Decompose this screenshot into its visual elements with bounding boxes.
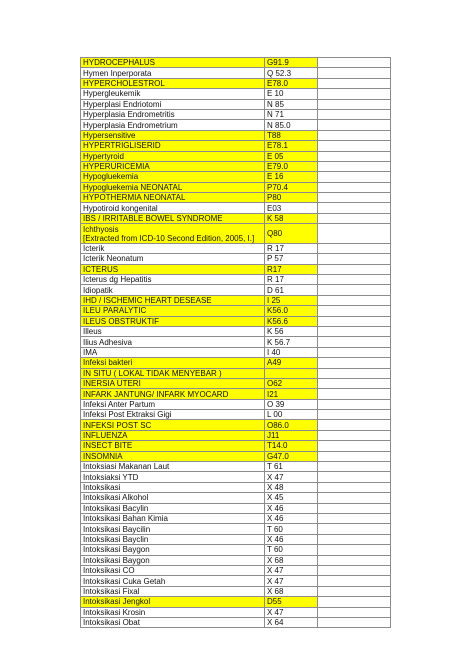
icd-code-cell: Q 52.3 — [265, 68, 318, 78]
empty-cell — [318, 378, 391, 388]
table-row — [81, 576, 391, 586]
table-row — [81, 243, 391, 253]
icd-code-cell: D55 — [265, 597, 318, 607]
diagnosis-name-cell: Intoksikasi Baygon — [81, 555, 265, 565]
icd-code-cell: K56.6 — [265, 316, 318, 326]
icd-code-cell: I 40 — [265, 347, 318, 357]
empty-cell — [318, 410, 391, 420]
icd-code-cell: E 10 — [265, 89, 318, 99]
empty-cell — [318, 441, 391, 451]
empty-cell — [318, 243, 391, 253]
icd-code-cell: K 58 — [265, 213, 318, 223]
icd-code-cell: X 47 — [265, 607, 318, 617]
icd-code-cell: G47.0 — [265, 451, 318, 461]
table-row — [81, 399, 391, 409]
table-row — [81, 389, 391, 399]
table-row — [81, 451, 391, 461]
icd-code-cell: X 68 — [265, 555, 318, 565]
diagnosis-name-cell: Hypogluekemia NEONATAL — [81, 182, 265, 192]
table-row — [81, 607, 391, 617]
table-row — [81, 120, 391, 130]
icd-code-cell: G91.9 — [265, 58, 318, 68]
table-row — [81, 482, 391, 492]
table-row — [81, 161, 391, 171]
empty-cell — [318, 347, 391, 357]
table-row — [81, 358, 391, 368]
icd-code-cell: X 48 — [265, 482, 318, 492]
table-row — [81, 378, 391, 388]
table-row — [81, 275, 391, 285]
diagnosis-name-cell: Icterik Neonatum — [81, 254, 265, 264]
diagnosis-name-cell: Hypertyroid — [81, 151, 265, 161]
diagnosis-name-cell: HYPERCHOLESTROL — [81, 78, 265, 88]
table-row — [81, 514, 391, 524]
icd-code-cell: T88 — [265, 130, 318, 140]
empty-cell — [318, 130, 391, 140]
empty-cell — [318, 597, 391, 607]
icd-code-cell: N 71 — [265, 109, 318, 119]
table-row — [81, 326, 391, 336]
diagnosis-name-cell: INFLUENZA — [81, 430, 265, 440]
table-row — [81, 285, 391, 295]
table-row — [81, 109, 391, 119]
empty-cell — [318, 78, 391, 88]
table-row — [81, 565, 391, 575]
empty-cell — [318, 58, 391, 68]
empty-cell — [318, 607, 391, 617]
table-row — [81, 555, 391, 565]
empty-cell — [318, 109, 391, 119]
table-row — [81, 58, 391, 68]
diagnosis-name-cell: ILEUS OBSTRUKTIF — [81, 316, 265, 326]
diagnosis-name-cell: INFARK JANTUNG/ INFARK MYOCARD — [81, 389, 265, 399]
icd-code-cell: P80 — [265, 193, 318, 203]
diagnosis-name-cell: HYPOTHERMIA NEONATAL — [81, 193, 265, 203]
diagnosis-name-cell: Hyperplasi Endriotomi — [81, 99, 265, 109]
empty-cell — [318, 451, 391, 461]
icd-code-cell: T 60 — [265, 545, 318, 555]
empty-cell — [318, 462, 391, 472]
icd-code-cell: R17 — [265, 264, 318, 274]
diagnosis-name-cell: INSOMNIA — [81, 451, 265, 461]
diagnosis-name-cell: Intoksikasi Bayclin — [81, 534, 265, 544]
table-row — [81, 172, 391, 182]
empty-cell — [318, 89, 391, 99]
icd-code-cell: K 56.7 — [265, 337, 318, 347]
table-row — [81, 89, 391, 99]
table-row — [81, 141, 391, 151]
empty-cell — [318, 565, 391, 575]
icd-code-cell: I 25 — [265, 295, 318, 305]
diagnosis-name-cell: ICTERUS — [81, 264, 265, 274]
icd-code-cell — [265, 368, 318, 378]
table-row — [81, 534, 391, 544]
diagnosis-name-cell: Idiopatik — [81, 285, 265, 295]
icd-code-cell: K56.0 — [265, 306, 318, 316]
diagnosis-name-cell: Infeksi Post Ektraksi Gigi — [81, 410, 265, 420]
icd-code-cell: L 00 — [265, 410, 318, 420]
diagnosis-name-cell: Ilius Adhesiva — [81, 337, 265, 347]
diagnosis-name-cell: Intoksiasi Makanan Laut — [81, 462, 265, 472]
icd-code-cell: P70.4 — [265, 182, 318, 192]
empty-cell — [318, 358, 391, 368]
icd-code-cell: X 47 — [265, 565, 318, 575]
diagnosis-name-cell: Infeksi bakteri — [81, 358, 265, 368]
table-row — [81, 493, 391, 503]
table-row — [81, 503, 391, 513]
table-row — [81, 193, 391, 203]
table-row — [81, 213, 391, 223]
icd-code-cell: E78.1 — [265, 141, 318, 151]
diagnosis-name-cell: Intoksikasi Obat — [81, 617, 265, 627]
diagnosis-name-cell: Intoksikasi Cuka Getah — [81, 576, 265, 586]
empty-cell — [318, 493, 391, 503]
empty-cell — [318, 285, 391, 295]
empty-cell — [318, 120, 391, 130]
empty-cell — [318, 151, 391, 161]
diagnosis-name-cell: INFEKSI POST SC — [81, 420, 265, 430]
icd-code-cell: O86.0 — [265, 420, 318, 430]
empty-cell — [318, 182, 391, 192]
empty-cell — [318, 586, 391, 596]
diagnosis-name-cell: Intoksiaksi YTD — [81, 472, 265, 482]
empty-cell — [318, 172, 391, 182]
empty-cell — [318, 420, 391, 430]
table-row — [81, 524, 391, 534]
table-row — [81, 182, 391, 192]
icd-code-cell: E78.0 — [265, 78, 318, 88]
diagnosis-name-cell: HYPERURICEMIA — [81, 161, 265, 171]
table-row — [81, 597, 391, 607]
diagnosis-name-cell: Infeksi Anter Partum — [81, 399, 265, 409]
table-row — [81, 347, 391, 357]
empty-cell — [318, 264, 391, 274]
icd-code-cell: D 61 — [265, 285, 318, 295]
table-row — [81, 368, 391, 378]
icd-code-cell: R 17 — [265, 243, 318, 253]
empty-cell — [318, 193, 391, 203]
diagnosis-name-cell: Intoksikasi CO — [81, 565, 265, 575]
table-row — [81, 68, 391, 78]
empty-cell — [318, 555, 391, 565]
diagnosis-name-cell: Hypotiroid kongenital — [81, 203, 265, 213]
empty-cell — [318, 141, 391, 151]
icd-code-cell: E03 — [265, 203, 318, 213]
icd-code-cell: Q80 — [265, 224, 318, 244]
table-row — [81, 264, 391, 274]
diagnosis-code-table — [80, 57, 391, 628]
table-row — [81, 130, 391, 140]
empty-cell — [318, 316, 391, 326]
icd-code-cell: A49 — [265, 358, 318, 368]
table-row — [81, 430, 391, 440]
diagnosis-name-cell: IHD / ISCHEMIC HEART DESEASE — [81, 295, 265, 305]
icd-code-cell: N 85 — [265, 99, 318, 109]
table-row — [81, 78, 391, 88]
diagnosis-name-cell: Intoksikasi Baygon — [81, 545, 265, 555]
icd-code-cell: E79.0 — [265, 161, 318, 171]
empty-cell — [318, 545, 391, 555]
empty-cell — [318, 295, 391, 305]
empty-cell — [318, 389, 391, 399]
diagnosis-name-cell: Icterus dg Hepatitis — [81, 275, 265, 285]
diagnosis-name-cell: Ichthyosis [Extracted from ICD-10 Second Edition, 2005, I.] — [81, 224, 265, 244]
table-row — [81, 441, 391, 451]
icd-code-cell: K 56 — [265, 326, 318, 336]
icd-code-cell: E 16 — [265, 172, 318, 182]
empty-cell — [318, 430, 391, 440]
icd-code-cell: P 57 — [265, 254, 318, 264]
diagnosis-name-cell: Hypergleukemik — [81, 89, 265, 99]
empty-cell — [318, 224, 391, 244]
empty-cell — [318, 534, 391, 544]
diagnosis-name-cell: Intoksikasi — [81, 482, 265, 492]
icd-code-cell: X 46 — [265, 514, 318, 524]
table-row — [81, 306, 391, 316]
empty-cell — [318, 368, 391, 378]
diagnosis-name-cell: IBS / IRRITABLE BOWEL SYNDROME — [81, 213, 265, 223]
icd-code-cell: I21 — [265, 389, 318, 399]
table-row — [81, 545, 391, 555]
table-row — [81, 224, 391, 244]
icd-code-cell: X 46 — [265, 503, 318, 513]
icd-code-cell: T14.0 — [265, 441, 318, 451]
icd-code-cell: E 05 — [265, 151, 318, 161]
table-row — [81, 203, 391, 213]
diagnosis-name-cell: HYPERTRIGLISERID — [81, 141, 265, 151]
table-row — [81, 617, 391, 627]
icd-code-cell: J11 — [265, 430, 318, 440]
empty-cell — [318, 306, 391, 316]
diagnosis-name-cell: Intoksikasi Krosin — [81, 607, 265, 617]
icd-code-cell: R 17 — [265, 275, 318, 285]
diagnosis-name-cell: Intoksikasi Fixal — [81, 586, 265, 596]
icd-code-cell: X 64 — [265, 617, 318, 627]
empty-cell — [318, 254, 391, 264]
empty-cell — [318, 472, 391, 482]
diagnosis-name-cell: Hymen Inperporata — [81, 68, 265, 78]
empty-cell — [318, 503, 391, 513]
diagnosis-name-cell: ILEU PARALYTIC — [81, 306, 265, 316]
empty-cell — [318, 617, 391, 627]
table-row — [81, 99, 391, 109]
empty-cell — [318, 524, 391, 534]
table-body — [81, 58, 391, 628]
icd-code-cell: O 39 — [265, 399, 318, 409]
table-row — [81, 316, 391, 326]
icd-code-cell: T 60 — [265, 524, 318, 534]
table-row — [81, 410, 391, 420]
table-row — [81, 472, 391, 482]
empty-cell — [318, 514, 391, 524]
icd-code-cell: T 61 — [265, 462, 318, 472]
table-row — [81, 295, 391, 305]
diagnosis-name-cell: IMA — [81, 347, 265, 357]
table-row — [81, 151, 391, 161]
empty-cell — [318, 482, 391, 492]
diagnosis-name-cell: Hypogluekemia — [81, 172, 265, 182]
diagnosis-name-cell: Intoksikasi Baycilin — [81, 524, 265, 534]
diagnosis-name-cell: Hyperplasia Endrometritis — [81, 109, 265, 119]
diagnosis-name-cell: Hypersensitive — [81, 130, 265, 140]
icd-code-cell: X 68 — [265, 586, 318, 596]
icd-code-cell: N 85.0 — [265, 120, 318, 130]
diagnosis-name-cell: Intoksikasi Jengkol — [81, 597, 265, 607]
diagnosis-name-cell: Illeus — [81, 326, 265, 336]
diagnosis-name-cell: Hyperplasia Endrometrium — [81, 120, 265, 130]
diagnosis-name-cell: Intoksikasi Bacylin — [81, 503, 265, 513]
empty-cell — [318, 203, 391, 213]
table-row — [81, 586, 391, 596]
diagnosis-name-cell: Icterik — [81, 243, 265, 253]
diagnosis-name-cell: INERSIA UTERI — [81, 378, 265, 388]
diagnosis-name-cell: Intoksikasi Bahan Kimia — [81, 514, 265, 524]
empty-cell — [318, 326, 391, 336]
empty-cell — [318, 576, 391, 586]
empty-cell — [318, 275, 391, 285]
table-row — [81, 337, 391, 347]
diagnosis-name-cell: Intoksikasi Alkohol — [81, 493, 265, 503]
empty-cell — [318, 399, 391, 409]
table-row — [81, 420, 391, 430]
icd-code-cell: X 46 — [265, 534, 318, 544]
empty-cell — [318, 337, 391, 347]
empty-cell — [318, 99, 391, 109]
icd-code-cell: X 47 — [265, 472, 318, 482]
diagnosis-name-cell: INSECT BITE — [81, 441, 265, 451]
empty-cell — [318, 68, 391, 78]
diagnosis-name-cell: HYDROCEPHALUS — [81, 58, 265, 68]
empty-cell — [318, 161, 391, 171]
table-row — [81, 254, 391, 264]
icd-code-cell: X 47 — [265, 576, 318, 586]
empty-cell — [318, 213, 391, 223]
table-row — [81, 462, 391, 472]
icd-code-cell: X 45 — [265, 493, 318, 503]
diagnosis-name-cell: IN SITU ( LOKAL TIDAK MENYEBAR ) — [81, 368, 265, 378]
icd-code-cell: O62 — [265, 378, 318, 388]
